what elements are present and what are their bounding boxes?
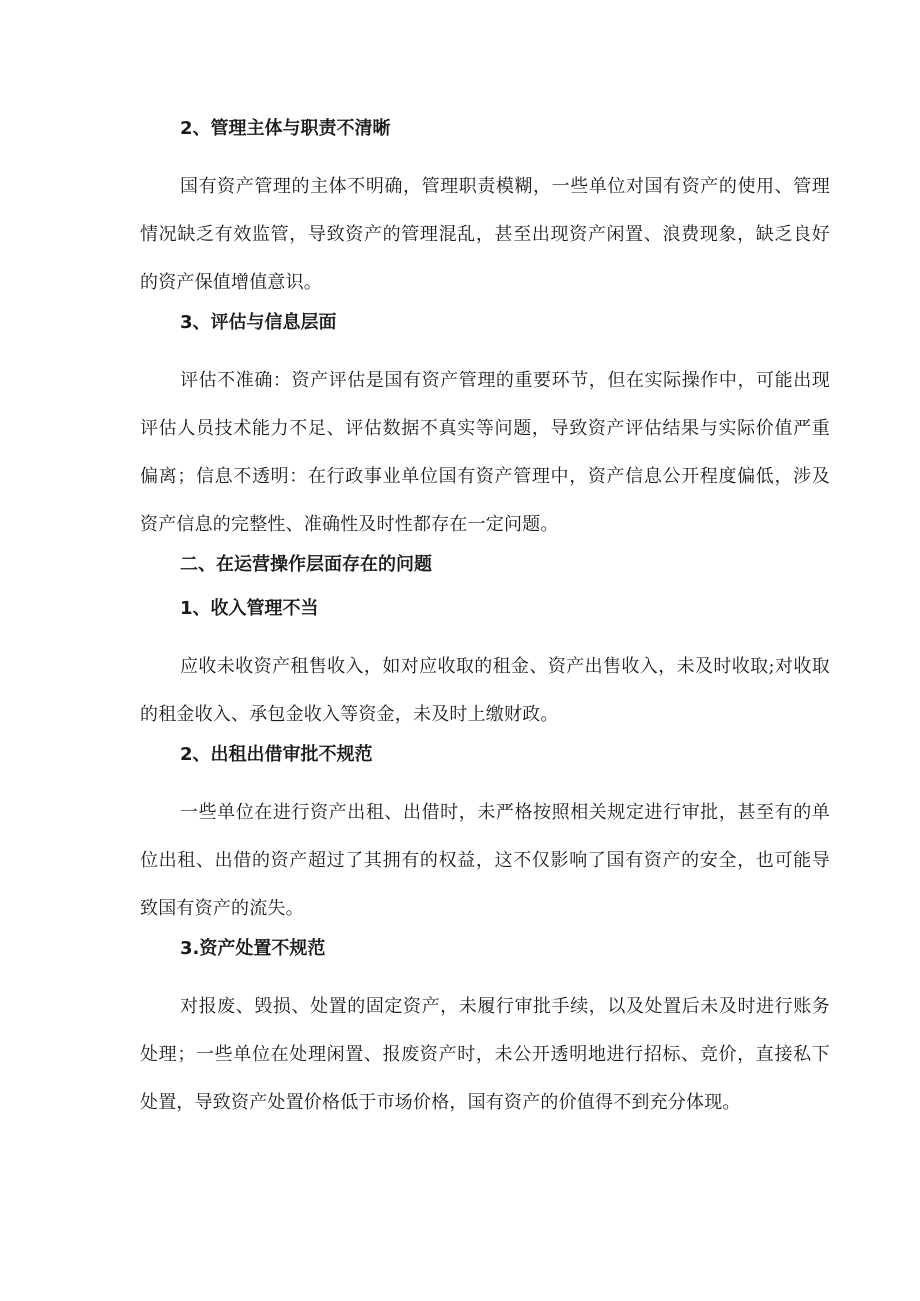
section-paragraph: 评估不准确：资产评估是国有资产管理的重要环节，但在实际操作中，可能出现评估人员技术能力不足、评估数据不真实等问题，导致资产评估结果与实际价值严重偏离；信息不透明：在行政事业单位国有资产管理中，资产信息公开程度偏低，涉及资产信息的完整性、准确性及时性都存在一定问题。	[140, 370, 830, 535]
section-paragraph: 应收未收资产租售收入，如对应收取的租金、资产出售收入，未及时收取;对收取的租金收入、承包金收入等资金，未及时上缴财政。	[140, 656, 830, 725]
section-paragraph: 国有资产管理的主体不明确，管理职责模糊，一些单位对国有资产的使用、管理情况缺乏有效监管，导致资产的管理混乱，甚至出现资产闲置、浪费现象，缺乏良好的资产保值增值意识。	[140, 176, 830, 293]
section-heading: 2、管理主体与职责不清晰	[180, 118, 391, 139]
section-paragraph: 一些单位在进行资产出租、出借时，未严格按照相关规定进行审批，甚至有的单位出租、出借的资产超过了其拥有的权益，这不仅影响了国有资产的安全，也可能导致国有资产的流失。	[140, 802, 830, 919]
chapter-heading: 二、在运营操作层面存在的问题	[180, 554, 432, 575]
section-heading: 3.资产处置不规范	[180, 938, 326, 959]
section-heading: 3、评估与信息层面	[180, 312, 337, 333]
document-body	[140, 114, 830, 1128]
section-paragraph: 对报废、毁损、处置的固定资产，未履行审批手续，以及处置后未及时进行账务处理；一些单位在处理闲置、报废资产时，未公开透明地进行招标、竞价，直接私下处置，导致资产处置价格低于市场价格，国有资产的价值得不到充分体现。	[140, 996, 830, 1113]
section-heading: 2、出租出借审批不规范	[180, 744, 373, 765]
section-heading: 1、收入管理不当	[180, 598, 319, 619]
